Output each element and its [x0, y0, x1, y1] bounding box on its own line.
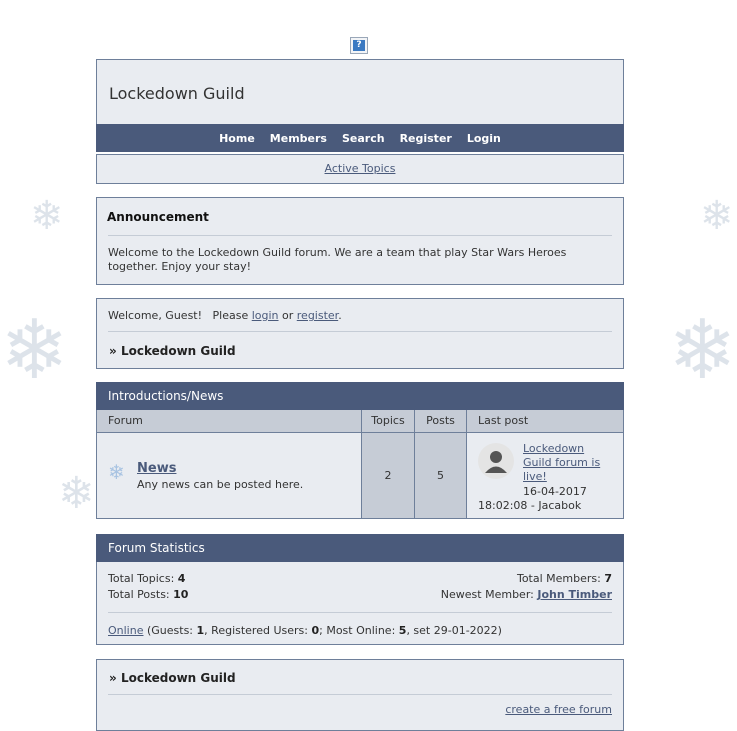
forum-row: [97, 432, 362, 518]
footer-breadcrumb: » Lockedown Guild: [109, 671, 236, 685]
online-stats: Online (Guests: 1, Registered Users: 0; Most Online: 5, set 29-01-2022): [108, 624, 502, 637]
snowflake-decoration: ❄: [58, 468, 95, 519]
snowflake-icon: ❄: [108, 460, 125, 484]
total-topics: Total Topics: 4: [108, 572, 186, 585]
divider: [108, 331, 612, 332]
forum-table: [96, 410, 624, 519]
snowflake-decoration: ❄: [668, 303, 737, 398]
announcement-box: [96, 197, 624, 285]
column-header-last-post: Last post: [467, 410, 623, 432]
create-forum-link[interactable]: create a free forum: [505, 703, 612, 716]
last-post-title-link[interactable]: Lockedown Guild forum is live!: [523, 442, 601, 483]
snowflake-decoration: ❄: [0, 303, 69, 398]
forum-last-post: [467, 432, 623, 518]
statistics-title: Forum Statistics: [108, 541, 205, 555]
column-header-posts: Posts: [415, 410, 467, 432]
divider: [108, 235, 612, 236]
total-members: Total Members: 7: [516, 572, 612, 585]
active-topics-link[interactable]: Active Topics: [324, 162, 396, 175]
category-title[interactable]: Introductions/News: [108, 389, 224, 403]
statistics-box: [96, 562, 624, 645]
nav-search[interactable]: Search: [341, 131, 385, 145]
announcement-title: Announcement: [107, 210, 209, 224]
newest-member-link[interactable]: John Timber: [537, 588, 612, 601]
forum-topics-count: 2: [362, 432, 415, 518]
footer-box: [96, 659, 624, 731]
divider: [108, 694, 612, 695]
last-post-time-author: 18:02:08 - Jacabok: [478, 499, 582, 512]
footer-breadcrumb-link[interactable]: Lockedown Guild: [120, 671, 236, 685]
login-link[interactable]: login: [251, 309, 279, 322]
column-header-topics: Topics: [362, 410, 415, 432]
site-header: [96, 59, 624, 125]
snowflake-decoration: ❄: [30, 193, 64, 239]
statistics-header: [96, 534, 624, 562]
announcement-text: Welcome to the Lockedown Guild forum. We are a team that play Star Wars Heroes together. Enjoy your stay!: [108, 246, 567, 273]
total-posts: Total Posts: 10: [108, 588, 189, 601]
main-navigation: [96, 124, 624, 152]
forum-posts-count: 5: [415, 432, 467, 518]
divider: [108, 612, 612, 613]
nav-login[interactable]: Login: [466, 131, 501, 145]
register-link[interactable]: register: [296, 309, 339, 322]
snowflake-decoration: ❄: [700, 193, 734, 239]
breadcrumb: » Lockedown Guild: [109, 344, 236, 358]
welcome-box: [96, 298, 624, 369]
online-link[interactable]: Online: [108, 624, 144, 637]
site-title[interactable]: Lockedown Guild: [109, 84, 245, 103]
category-header: [96, 382, 624, 410]
nav-register[interactable]: Register: [399, 131, 452, 145]
forum-title-news[interactable]: News: [137, 461, 177, 476]
subnav-bar: [96, 154, 624, 184]
help-icon[interactable]: ?: [350, 37, 368, 54]
nav-members[interactable]: Members: [269, 131, 327, 145]
user-silhouette-icon: [478, 443, 514, 479]
breadcrumb-forum-link[interactable]: Lockedown Guild: [120, 344, 236, 358]
welcome-message: Welcome, Guest! Please login or register.: [108, 309, 342, 322]
column-header-forum: Forum: [97, 410, 362, 432]
last-post-date: 16-04-2017: [523, 485, 587, 498]
nav-home[interactable]: Home: [219, 131, 255, 145]
avatar[interactable]: [478, 443, 514, 479]
forum-description: Any news can be posted here.: [137, 478, 304, 491]
newest-member: Newest Member: John Timber: [440, 588, 612, 601]
